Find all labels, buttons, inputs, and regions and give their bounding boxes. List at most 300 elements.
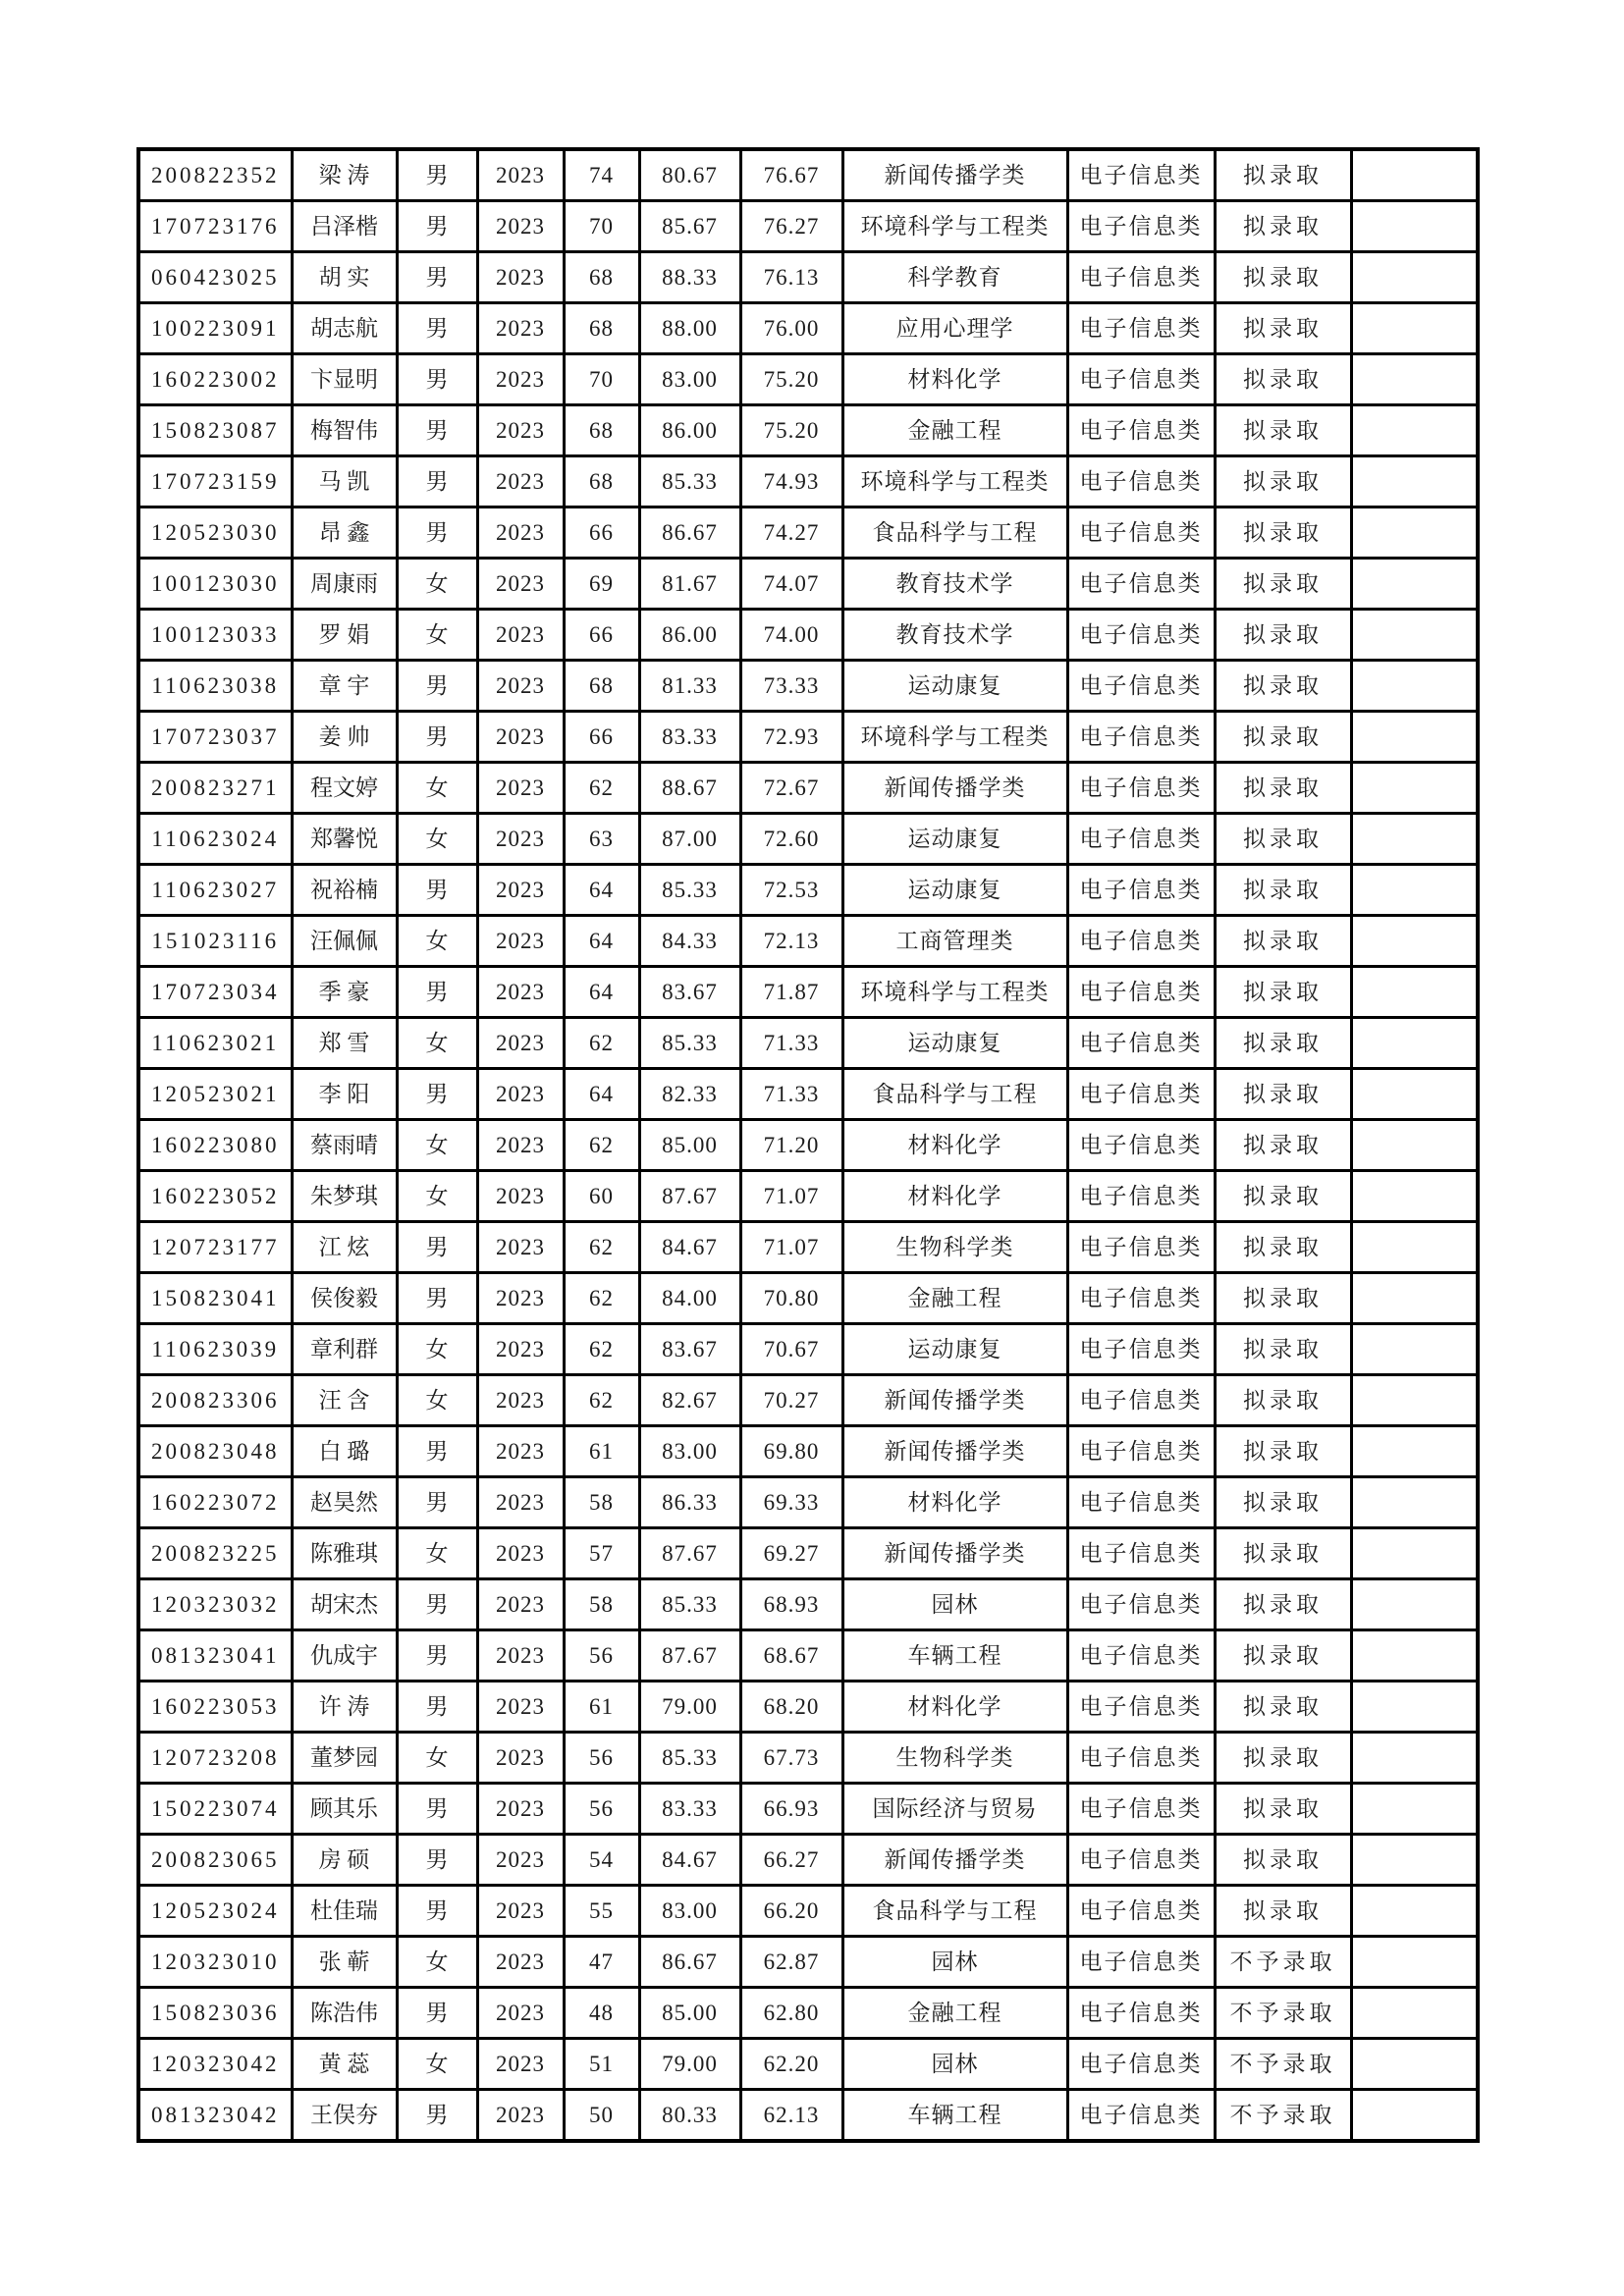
cell-score-3: 75.20 [740,405,842,456]
cell-note [1351,1222,1478,1273]
cell-admit-status: 拟录取 [1215,252,1351,303]
table-row [138,1886,1478,1937]
table-row [138,2090,1478,2142]
cell-admit-status: 拟录取 [1215,1733,1351,1784]
cell-gender: 男 [397,303,477,354]
cell-year: 2023 [477,1018,564,1069]
cell-year: 2023 [477,1886,564,1937]
cell-year: 2023 [477,1171,564,1222]
cell-score-2: 81.67 [639,559,740,610]
cell-major: 金融工程 [842,1988,1067,2039]
cell-admit-category: 电子信息类 [1067,1069,1215,1120]
cell-admit-status: 拟录取 [1215,1528,1351,1579]
cell-name: 陈雅琪 [292,1528,397,1579]
cell-note [1351,405,1478,456]
cell-major: 园林 [842,1579,1067,1630]
table-row [138,916,1478,967]
cell-score-1: 62 [564,763,639,814]
cell-gender: 男 [397,149,477,201]
table-row [138,1784,1478,1835]
cell-score-3: 62.13 [740,2090,842,2142]
cell-admit-category: 电子信息类 [1067,1375,1215,1426]
cell-gender: 男 [397,1784,477,1835]
cell-name: 胡宋杰 [292,1579,397,1630]
cell-student-id: 120523021 [138,1069,292,1120]
cell-admit-category: 电子信息类 [1067,1784,1215,1835]
table-row [138,1682,1478,1733]
cell-name: 朱梦琪 [292,1171,397,1222]
cell-score-1: 64 [564,967,639,1018]
table-row [138,610,1478,661]
table-row [138,354,1478,405]
table-row [138,1477,1478,1528]
cell-major: 新闻传播学类 [842,149,1067,201]
cell-admit-category: 电子信息类 [1067,1937,1215,1988]
cell-score-1: 56 [564,1733,639,1784]
cell-score-1: 66 [564,507,639,559]
cell-student-id: 200823065 [138,1835,292,1886]
cell-note [1351,1069,1478,1120]
cell-note [1351,916,1478,967]
cell-major: 新闻传播学类 [842,1528,1067,1579]
table-row [138,405,1478,456]
cell-score-2: 85.33 [639,1579,740,1630]
cell-name: 罗 娟 [292,610,397,661]
table-row [138,252,1478,303]
cell-year: 2023 [477,1835,564,1886]
cell-note [1351,814,1478,865]
cell-gender: 男 [397,1069,477,1120]
cell-admit-status: 拟录取 [1215,1426,1351,1477]
cell-admit-category: 电子信息类 [1067,303,1215,354]
cell-student-id: 160223002 [138,354,292,405]
cell-note [1351,201,1478,252]
cell-student-id: 100123030 [138,559,292,610]
cell-score-3: 66.27 [740,1835,842,1886]
cell-gender: 女 [397,559,477,610]
cell-score-3: 72.67 [740,763,842,814]
cell-student-id: 100123033 [138,610,292,661]
table-row [138,507,1478,559]
cell-note [1351,1937,1478,1988]
cell-admit-category: 电子信息类 [1067,814,1215,865]
cell-student-id: 110623021 [138,1018,292,1069]
cell-admit-category: 电子信息类 [1067,559,1215,610]
cell-name: 黄 蕊 [292,2039,397,2090]
cell-name: 顾其乐 [292,1784,397,1835]
cell-name: 房 硕 [292,1835,397,1886]
cell-major: 车辆工程 [842,2090,1067,2142]
cell-student-id: 100223091 [138,303,292,354]
cell-admit-status: 拟录取 [1215,814,1351,865]
cell-score-2: 83.00 [639,354,740,405]
cell-admit-status: 拟录取 [1215,1018,1351,1069]
cell-gender: 女 [397,1528,477,1579]
cell-admit-status: 不予录取 [1215,1988,1351,2039]
table-row [138,712,1478,763]
cell-admit-status: 拟录取 [1215,712,1351,763]
cell-admit-status: 不予录取 [1215,2039,1351,2090]
cell-score-2: 83.67 [639,967,740,1018]
cell-score-2: 88.00 [639,303,740,354]
table-row [138,456,1478,507]
cell-score-3: 74.27 [740,507,842,559]
cell-year: 2023 [477,1682,564,1733]
cell-note [1351,1528,1478,1579]
cell-note [1351,712,1478,763]
cell-score-1: 47 [564,1937,639,1988]
cell-year: 2023 [477,1477,564,1528]
cell-admit-status: 拟录取 [1215,610,1351,661]
cell-score-2: 80.67 [639,149,740,201]
cell-admit-category: 电子信息类 [1067,1222,1215,1273]
cell-admit-status: 拟录取 [1215,201,1351,252]
cell-admit-category: 电子信息类 [1067,405,1215,456]
cell-year: 2023 [477,559,564,610]
table-row [138,1630,1478,1682]
cell-score-1: 58 [564,1477,639,1528]
cell-admit-status: 拟录取 [1215,149,1351,201]
table-row [138,865,1478,916]
cell-score-2: 84.33 [639,916,740,967]
cell-student-id: 160223052 [138,1171,292,1222]
cell-score-2: 83.00 [639,1426,740,1477]
cell-admit-status: 拟录取 [1215,405,1351,456]
cell-score-3: 70.80 [740,1273,842,1324]
cell-score-1: 48 [564,1988,639,2039]
cell-student-id: 200823271 [138,763,292,814]
cell-note [1351,1733,1478,1784]
cell-score-2: 80.33 [639,2090,740,2142]
cell-year: 2023 [477,405,564,456]
cell-major: 运动康复 [842,865,1067,916]
cell-admit-category: 电子信息类 [1067,252,1215,303]
cell-score-3: 71.07 [740,1222,842,1273]
cell-score-2: 85.33 [639,1018,740,1069]
table-row [138,1937,1478,1988]
cell-student-id: 081323042 [138,2090,292,2142]
cell-admit-category: 电子信息类 [1067,712,1215,763]
cell-name: 胡 实 [292,252,397,303]
cell-year: 2023 [477,1375,564,1426]
cell-score-2: 85.33 [639,1733,740,1784]
cell-name: 董梦园 [292,1733,397,1784]
cell-score-1: 61 [564,1426,639,1477]
cell-score-3: 73.33 [740,661,842,712]
cell-score-3: 76.00 [740,303,842,354]
table-row [138,1273,1478,1324]
cell-score-2: 87.00 [639,814,740,865]
cell-score-1: 62 [564,1273,639,1324]
cell-admit-status: 拟录取 [1215,1630,1351,1682]
cell-gender: 男 [397,405,477,456]
cell-student-id: 170723034 [138,967,292,1018]
cell-name: 张 蕲 [292,1937,397,1988]
cell-major: 应用心理学 [842,303,1067,354]
cell-major: 新闻传播学类 [842,1835,1067,1886]
cell-score-2: 84.67 [639,1835,740,1886]
cell-score-1: 62 [564,1324,639,1375]
cell-year: 2023 [477,865,564,916]
cell-major: 新闻传播学类 [842,763,1067,814]
cell-major: 车辆工程 [842,1630,1067,1682]
cell-score-3: 74.07 [740,559,842,610]
cell-admit-category: 电子信息类 [1067,865,1215,916]
cell-gender: 男 [397,661,477,712]
cell-score-3: 69.80 [740,1426,842,1477]
cell-admit-status: 拟录取 [1215,1682,1351,1733]
admission-roster-table [136,147,1480,2143]
cell-student-id: 150823087 [138,405,292,456]
cell-gender: 男 [397,456,477,507]
cell-student-id: 200822352 [138,149,292,201]
cell-gender: 女 [397,916,477,967]
cell-name: 白 璐 [292,1426,397,1477]
cell-admit-status: 拟录取 [1215,1784,1351,1835]
cell-score-1: 58 [564,1579,639,1630]
table-row [138,1375,1478,1426]
cell-note [1351,456,1478,507]
cell-admit-status: 拟录取 [1215,865,1351,916]
cell-score-1: 69 [564,559,639,610]
cell-gender: 女 [397,1120,477,1171]
cell-admit-status: 拟录取 [1215,559,1351,610]
cell-note [1351,1477,1478,1528]
cell-score-3: 71.07 [740,1171,842,1222]
cell-major: 新闻传播学类 [842,1426,1067,1477]
cell-score-3: 69.27 [740,1528,842,1579]
cell-name: 昂 鑫 [292,507,397,559]
cell-note [1351,1886,1478,1937]
table-row [138,1528,1478,1579]
cell-gender: 男 [397,1222,477,1273]
cell-note [1351,507,1478,559]
cell-admit-category: 电子信息类 [1067,1426,1215,1477]
cell-score-3: 74.93 [740,456,842,507]
cell-admit-category: 电子信息类 [1067,1733,1215,1784]
cell-year: 2023 [477,1528,564,1579]
cell-note [1351,1018,1478,1069]
table-body [138,149,1478,2141]
cell-name: 吕泽楷 [292,201,397,252]
cell-major: 环境科学与工程类 [842,456,1067,507]
cell-score-2: 85.33 [639,865,740,916]
cell-year: 2023 [477,1120,564,1171]
cell-gender: 女 [397,1171,477,1222]
cell-note [1351,2090,1478,2142]
cell-major: 运动康复 [842,814,1067,865]
cell-major: 园林 [842,1937,1067,1988]
cell-score-2: 85.00 [639,1988,740,2039]
cell-major: 食品科学与工程 [842,1069,1067,1120]
cell-student-id: 150823036 [138,1988,292,2039]
cell-year: 2023 [477,1273,564,1324]
cell-score-3: 71.87 [740,967,842,1018]
cell-score-2: 84.00 [639,1273,740,1324]
cell-score-1: 62 [564,1375,639,1426]
cell-gender: 男 [397,1835,477,1886]
cell-name: 汪 含 [292,1375,397,1426]
cell-gender: 女 [397,2039,477,2090]
cell-admit-category: 电子信息类 [1067,610,1215,661]
cell-gender: 男 [397,967,477,1018]
cell-score-1: 62 [564,1018,639,1069]
cell-major: 园林 [842,2039,1067,2090]
cell-note [1351,1324,1478,1375]
cell-gender: 男 [397,252,477,303]
table-row [138,201,1478,252]
cell-score-1: 54 [564,1835,639,1886]
cell-admit-status: 拟录取 [1215,456,1351,507]
cell-gender: 女 [397,814,477,865]
cell-score-3: 74.00 [740,610,842,661]
cell-score-1: 64 [564,916,639,967]
cell-note [1351,149,1478,201]
cell-note [1351,865,1478,916]
cell-major: 金融工程 [842,405,1067,456]
cell-year: 2023 [477,507,564,559]
cell-student-id: 120523030 [138,507,292,559]
cell-gender: 男 [397,1579,477,1630]
cell-score-2: 83.67 [639,1324,740,1375]
cell-major: 材料化学 [842,1171,1067,1222]
cell-gender: 女 [397,610,477,661]
cell-note [1351,1835,1478,1886]
table-row [138,661,1478,712]
cell-major: 环境科学与工程类 [842,712,1067,763]
cell-major: 教育技术学 [842,559,1067,610]
table-row [138,303,1478,354]
cell-name: 章 宇 [292,661,397,712]
cell-student-id: 081323041 [138,1630,292,1682]
cell-score-1: 63 [564,814,639,865]
cell-score-1: 62 [564,1222,639,1273]
cell-year: 2023 [477,916,564,967]
cell-major: 科学教育 [842,252,1067,303]
cell-score-1: 61 [564,1682,639,1733]
cell-student-id: 160223072 [138,1477,292,1528]
cell-name: 杜佳瑞 [292,1886,397,1937]
cell-major: 国际经济与贸易 [842,1784,1067,1835]
cell-score-1: 62 [564,1120,639,1171]
cell-year: 2023 [477,201,564,252]
table-row [138,1171,1478,1222]
cell-score-1: 70 [564,354,639,405]
cell-score-2: 79.00 [639,2039,740,2090]
cell-gender: 女 [397,1324,477,1375]
cell-score-1: 70 [564,201,639,252]
cell-name: 汪佩佩 [292,916,397,967]
cell-name: 王俣夯 [292,2090,397,2142]
cell-admit-status: 拟录取 [1215,1375,1351,1426]
cell-student-id: 170723159 [138,456,292,507]
cell-year: 2023 [477,2039,564,2090]
cell-year: 2023 [477,1733,564,1784]
cell-name: 章利群 [292,1324,397,1375]
cell-note [1351,2039,1478,2090]
cell-student-id: 120323032 [138,1579,292,1630]
cell-major: 材料化学 [842,1682,1067,1733]
cell-score-2: 81.33 [639,661,740,712]
cell-student-id: 110623039 [138,1324,292,1375]
cell-score-2: 88.33 [639,252,740,303]
cell-major: 环境科学与工程类 [842,967,1067,1018]
cell-score-3: 68.20 [740,1682,842,1733]
cell-gender: 男 [397,1682,477,1733]
cell-score-3: 62.20 [740,2039,842,2090]
cell-score-2: 83.33 [639,712,740,763]
cell-score-2: 86.33 [639,1477,740,1528]
cell-student-id: 170723176 [138,201,292,252]
cell-gender: 男 [397,1477,477,1528]
cell-score-3: 76.13 [740,252,842,303]
cell-gender: 女 [397,1937,477,1988]
cell-student-id: 151023116 [138,916,292,967]
cell-major: 材料化学 [842,1120,1067,1171]
cell-score-3: 68.93 [740,1579,842,1630]
cell-name: 赵昊然 [292,1477,397,1528]
cell-score-2: 86.00 [639,405,740,456]
cell-admit-status: 拟录取 [1215,303,1351,354]
cell-score-3: 68.67 [740,1630,842,1682]
cell-year: 2023 [477,149,564,201]
table-row [138,1426,1478,1477]
cell-score-2: 83.33 [639,1784,740,1835]
cell-gender: 男 [397,2090,477,2142]
cell-major: 运动康复 [842,661,1067,712]
cell-note [1351,1988,1478,2039]
cell-score-2: 87.67 [639,1528,740,1579]
cell-name: 蔡雨晴 [292,1120,397,1171]
cell-admit-category: 电子信息类 [1067,149,1215,201]
cell-admit-status: 拟录取 [1215,354,1351,405]
cell-year: 2023 [477,661,564,712]
cell-student-id: 160223053 [138,1682,292,1733]
table-row [138,1579,1478,1630]
cell-admit-status: 拟录取 [1215,1579,1351,1630]
table-row [138,1069,1478,1120]
cell-year: 2023 [477,1222,564,1273]
cell-score-2: 87.67 [639,1171,740,1222]
cell-student-id: 200823048 [138,1426,292,1477]
table-row [138,1324,1478,1375]
cell-score-2: 85.67 [639,201,740,252]
cell-note [1351,1375,1478,1426]
cell-note [1351,559,1478,610]
cell-student-id: 120523024 [138,1886,292,1937]
cell-year: 2023 [477,354,564,405]
cell-student-id: 170723037 [138,712,292,763]
cell-score-3: 62.80 [740,1988,842,2039]
cell-score-3: 72.60 [740,814,842,865]
cell-gender: 男 [397,1988,477,2039]
cell-score-2: 82.67 [639,1375,740,1426]
cell-name: 侯俊毅 [292,1273,397,1324]
cell-student-id: 120323042 [138,2039,292,2090]
cell-score-1: 68 [564,303,639,354]
table-row [138,149,1478,201]
cell-year: 2023 [477,1324,564,1375]
cell-score-1: 64 [564,865,639,916]
cell-year: 2023 [477,456,564,507]
cell-admit-category: 电子信息类 [1067,661,1215,712]
cell-score-3: 70.27 [740,1375,842,1426]
cell-gender: 男 [397,1630,477,1682]
cell-major: 运动康复 [842,1018,1067,1069]
cell-score-3: 76.27 [740,201,842,252]
table-row [138,1835,1478,1886]
cell-major: 生物科学类 [842,1222,1067,1273]
